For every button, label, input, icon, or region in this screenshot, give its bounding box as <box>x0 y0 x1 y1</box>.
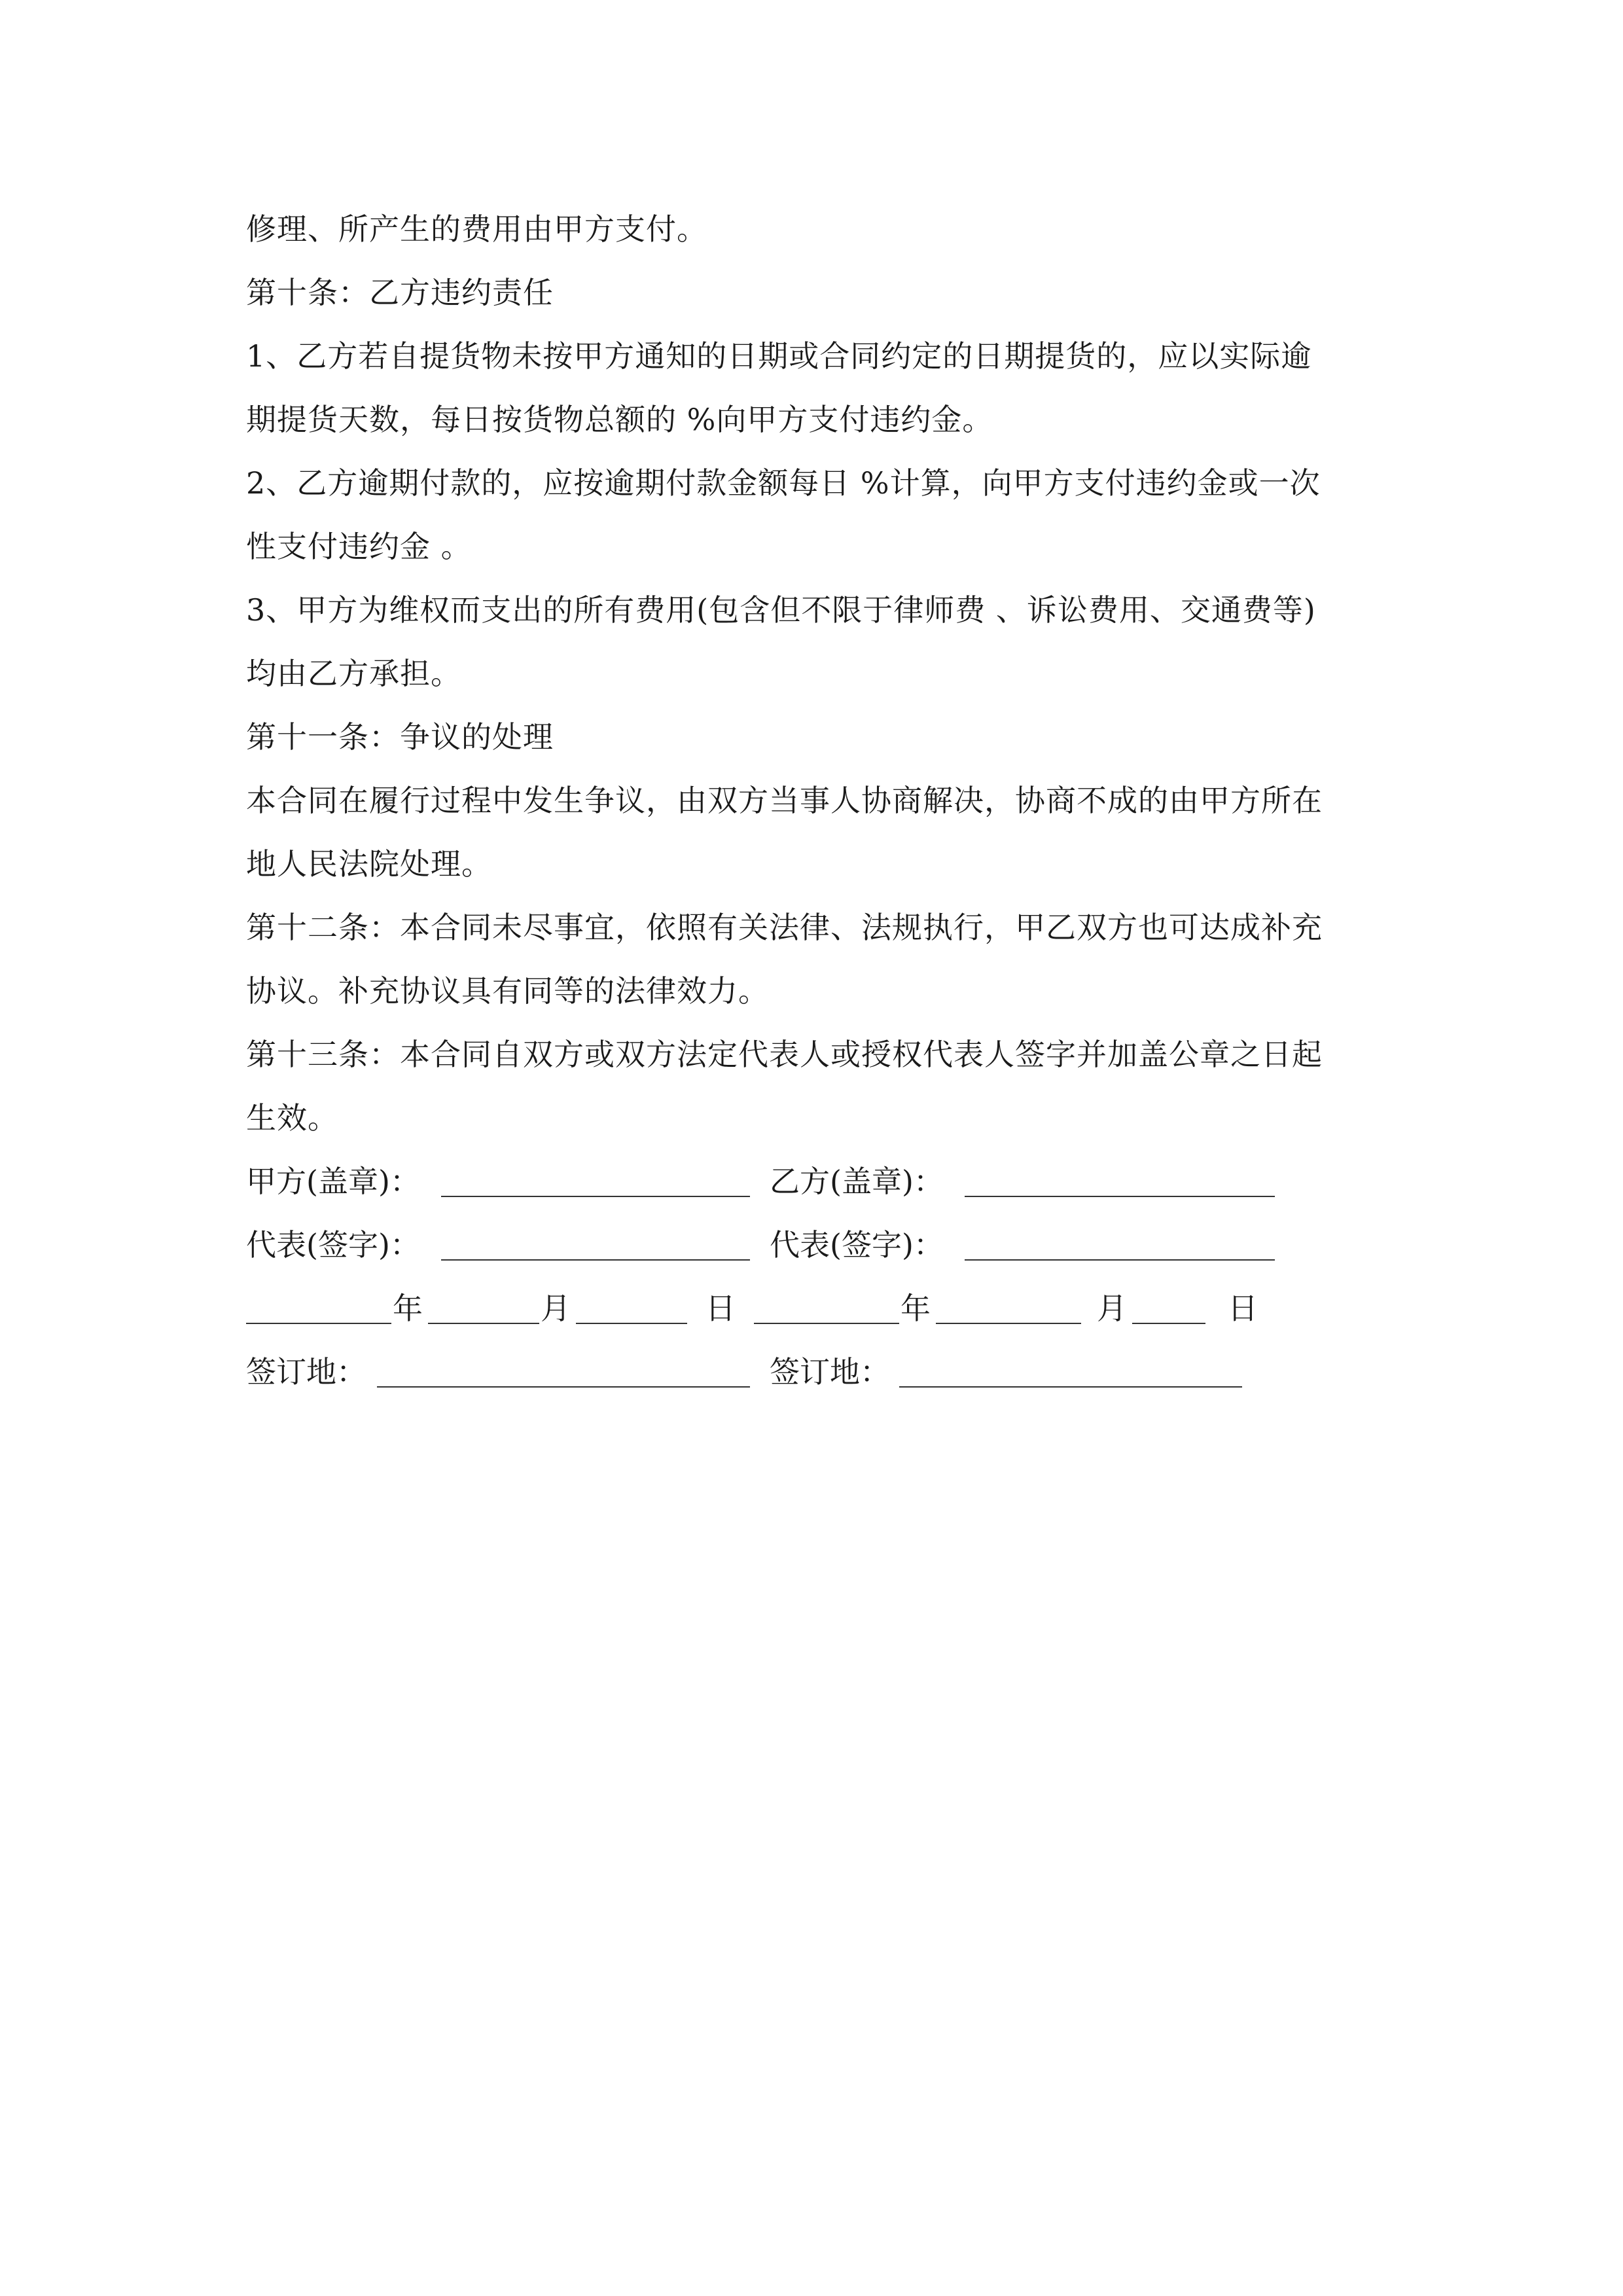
body-line-3: 1、乙方若自提货物未按甲方通知的日期或合同约定的日期提货的，应以实际逾 <box>246 338 1312 374</box>
article-10-heading: 第十条：乙方违约责任 <box>246 275 554 310</box>
body-line-1: 修理、所产生的费用由甲方支付。 <box>246 211 707 247</box>
body-line-10: 本合同在履行过程中发生争议，由双方当事人协商解决，协商不成的由甲方所在 <box>246 783 1323 818</box>
party-a-seal-label: 甲方(盖章)： <box>246 1164 420 1199</box>
party-a-month-blank[interactable] <box>428 1323 539 1324</box>
party-b-year-blank[interactable] <box>754 1323 899 1324</box>
article-13-line-1: 第十三条：本合同自双方或双方法定代表人或授权代表人签字并加盖公章之日起 <box>246 1037 1323 1072</box>
party-a-month-label: 月 <box>541 1291 571 1326</box>
party-a-day-label: 日 <box>705 1291 736 1326</box>
party-a-sign-place-label: 签订地： <box>246 1354 366 1390</box>
body-line-5: 2、乙方逾期付款的，应按逾期付款金额每日 %计算，向甲方支付违约金或一次 <box>246 465 1321 501</box>
party-b-day-blank[interactable] <box>1132 1323 1205 1324</box>
body-line-11: 地人民法院处理。 <box>246 846 492 882</box>
party-a-year-blank[interactable] <box>246 1323 391 1324</box>
body-line-7: 3、甲方为维权而支出的所有费用(包含但不限于律师费 、诉讼费用、交通费等) <box>246 592 1316 628</box>
party-b-seal-blank[interactable] <box>965 1196 1275 1197</box>
article-12-line-2: 协议。补充协议具有同等的法律效力。 <box>246 973 769 1009</box>
article-11-heading: 第十一条：争议的处理 <box>246 719 554 755</box>
party-b-year-label: 年 <box>901 1291 931 1326</box>
party-b-month-label: 月 <box>1097 1291 1127 1326</box>
sign-place-row <box>246 1352 1306 1391</box>
party-a-rep-label: 代表(签字)： <box>246 1227 420 1263</box>
party-b-sign-place-blank[interactable] <box>899 1386 1242 1388</box>
seal-row <box>246 1162 1306 1201</box>
party-a-sign-place-blank[interactable] <box>377 1386 750 1388</box>
article-13-line-2: 生效。 <box>246 1100 338 1136</box>
date-row <box>246 1289 1306 1328</box>
body-line-8: 均由乙方承担。 <box>246 656 461 691</box>
article-12-line-1: 第十二条：本合同未尽事宜，依照有关法律、法规执行，甲乙双方也可达成补充 <box>246 910 1323 945</box>
party-b-day-label: 日 <box>1228 1291 1258 1326</box>
party-b-sign-place-label: 签订地： <box>770 1354 890 1390</box>
body-line-4: 期提货天数，每日按货物总额的 %向甲方支付违约金。 <box>246 402 993 437</box>
party-b-seal-label: 乙方(盖章)： <box>770 1164 944 1199</box>
body-line-6: 性支付违约金 。 <box>246 529 472 564</box>
party-b-rep-label: 代表(签字)： <box>770 1227 944 1263</box>
party-a-rep-blank[interactable] <box>441 1259 750 1261</box>
party-a-year-label: 年 <box>393 1291 423 1326</box>
party-a-seal-blank[interactable] <box>441 1196 750 1197</box>
party-b-rep-blank[interactable] <box>965 1259 1275 1261</box>
party-b-month-blank[interactable] <box>936 1323 1081 1324</box>
party-a-day-blank[interactable] <box>576 1323 687 1324</box>
representative-row <box>246 1225 1306 1265</box>
